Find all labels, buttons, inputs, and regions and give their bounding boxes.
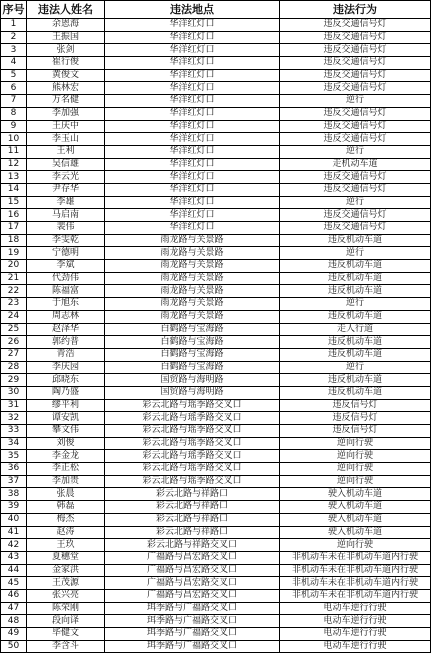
cell-location: 珥季路与广福路交叉口 bbox=[105, 615, 280, 628]
cell-name: 青浩 bbox=[27, 348, 105, 361]
cell-location: 雨龙路与关景路 bbox=[105, 234, 280, 247]
cell-location: 白鹤路与宝海路 bbox=[105, 348, 280, 361]
cell-location: 华洋红灯口 bbox=[105, 196, 280, 209]
cell-location: 国贸路与海明路 bbox=[105, 374, 280, 387]
cell-index: 31 bbox=[1, 399, 27, 412]
cell-location: 华洋红灯口 bbox=[105, 133, 280, 146]
cell-location: 珥季路与广福路交叉口 bbox=[105, 602, 280, 615]
cell-violation: 电动车逆行行驶 bbox=[280, 615, 431, 628]
table-row bbox=[1, 209, 431, 222]
cell-violation: 电动车逆行行驶 bbox=[280, 602, 431, 615]
cell-index: 48 bbox=[1, 615, 27, 628]
cell-violation: 违反交通信号灯 bbox=[280, 209, 431, 222]
table-row bbox=[1, 158, 431, 171]
cell-index: 44 bbox=[1, 564, 27, 577]
cell-location: 华洋红灯口 bbox=[105, 145, 280, 158]
table-row bbox=[1, 222, 431, 235]
table-row bbox=[1, 628, 431, 641]
cell-name: 梅杰 bbox=[27, 513, 105, 526]
cell-violation: 逆向行驶 bbox=[280, 437, 431, 450]
table-row bbox=[1, 615, 431, 628]
header-location: 违法地点 bbox=[105, 1, 280, 19]
cell-index: 26 bbox=[1, 336, 27, 349]
cell-name: 李雄 bbox=[27, 196, 105, 209]
cell-index: 40 bbox=[1, 513, 27, 526]
cell-index: 29 bbox=[1, 374, 27, 387]
table-row bbox=[1, 323, 431, 336]
cell-location: 华洋红灯口 bbox=[105, 120, 280, 133]
cell-index: 3 bbox=[1, 44, 27, 57]
cell-index: 1 bbox=[1, 19, 27, 32]
cell-location: 华洋红灯口 bbox=[105, 57, 280, 70]
cell-violation: 非机动车未在非机动车道内行驶 bbox=[280, 589, 431, 602]
cell-index: 32 bbox=[1, 412, 27, 425]
cell-index: 21 bbox=[1, 272, 27, 285]
cell-location: 广福路与昌宏路交叉口 bbox=[105, 551, 280, 564]
cell-name: 陈荣刚 bbox=[27, 602, 105, 615]
cell-name: 熊林宏 bbox=[27, 82, 105, 95]
cell-location: 雨龙路与关景路 bbox=[105, 285, 280, 298]
table-row bbox=[1, 145, 431, 158]
cell-violation: 违反机动车道 bbox=[280, 272, 431, 285]
cell-name: 赵泽华 bbox=[27, 323, 105, 336]
cell-name: 李加强 bbox=[27, 107, 105, 120]
cell-index: 28 bbox=[1, 361, 27, 374]
cell-violation: 违反交通信号灯 bbox=[280, 31, 431, 44]
cell-name: 王玖 bbox=[27, 539, 105, 552]
table-body bbox=[1, 19, 431, 653]
cell-name: 张晨 bbox=[27, 488, 105, 501]
cell-index: 23 bbox=[1, 298, 27, 311]
cell-name: 谭安凯 bbox=[27, 412, 105, 425]
table-row bbox=[1, 44, 431, 57]
cell-index: 46 bbox=[1, 589, 27, 602]
cell-violation: 违反交通信号灯 bbox=[280, 120, 431, 133]
table-row bbox=[1, 247, 431, 260]
cell-index: 47 bbox=[1, 602, 27, 615]
table-row bbox=[1, 386, 431, 399]
cell-violation: 违反交通信号灯 bbox=[280, 222, 431, 235]
cell-name: 于旭东 bbox=[27, 298, 105, 311]
cell-location: 彩云北路与瑶季路交叉口 bbox=[105, 399, 280, 412]
cell-index: 15 bbox=[1, 196, 27, 209]
cell-location: 彩云北路与瑶季路交叉口 bbox=[105, 437, 280, 450]
cell-name: 李正松 bbox=[27, 463, 105, 476]
cell-location: 华洋红灯口 bbox=[105, 82, 280, 95]
cell-index: 27 bbox=[1, 348, 27, 361]
cell-violation: 逆行 bbox=[280, 145, 431, 158]
cell-index: 4 bbox=[1, 57, 27, 70]
cell-violation: 违反机动车道 bbox=[280, 348, 431, 361]
table-row bbox=[1, 501, 431, 514]
table-row bbox=[1, 69, 431, 82]
cell-location: 华洋红灯口 bbox=[105, 69, 280, 82]
cell-violation: 走人行道 bbox=[280, 323, 431, 336]
cell-index: 50 bbox=[1, 640, 27, 653]
cell-violation: 违反交通信号灯 bbox=[280, 133, 431, 146]
table-row bbox=[1, 361, 431, 374]
cell-name: 陶乃盛 bbox=[27, 386, 105, 399]
table-row bbox=[1, 475, 431, 488]
header-name: 违法人姓名 bbox=[27, 1, 105, 19]
cell-index: 45 bbox=[1, 577, 27, 590]
cell-index: 34 bbox=[1, 437, 27, 450]
table-row bbox=[1, 437, 431, 450]
cell-name: 黄俊文 bbox=[27, 69, 105, 82]
cell-name: 李庆园 bbox=[27, 361, 105, 374]
cell-violation: 电动车逆行行驶 bbox=[280, 640, 431, 653]
table-row bbox=[1, 120, 431, 133]
cell-index: 19 bbox=[1, 247, 27, 260]
cell-name: 韩磊 bbox=[27, 501, 105, 514]
table-row bbox=[1, 425, 431, 438]
cell-index: 24 bbox=[1, 310, 27, 323]
cell-name: 赵涛 bbox=[27, 526, 105, 539]
table-row bbox=[1, 196, 431, 209]
cell-violation: 逆行 bbox=[280, 361, 431, 374]
table-row bbox=[1, 539, 431, 552]
table-row bbox=[1, 526, 431, 539]
cell-index: 35 bbox=[1, 450, 27, 463]
cell-name: 宁德明 bbox=[27, 247, 105, 260]
cell-violation: 逆向行驶 bbox=[280, 475, 431, 488]
cell-location: 白鹤路与宝海路 bbox=[105, 323, 280, 336]
cell-violation: 违反机动车道 bbox=[280, 285, 431, 298]
cell-name: 李雯乾 bbox=[27, 234, 105, 247]
cell-location: 雨龙路与关景路 bbox=[105, 247, 280, 260]
cell-location: 华洋红灯口 bbox=[105, 107, 280, 120]
cell-violation: 违反信号灯 bbox=[280, 399, 431, 412]
table-row bbox=[1, 602, 431, 615]
cell-index: 11 bbox=[1, 145, 27, 158]
table-row bbox=[1, 82, 431, 95]
cell-index: 42 bbox=[1, 539, 27, 552]
table-row bbox=[1, 260, 431, 273]
cell-name: 吴信雄 bbox=[27, 158, 105, 171]
cell-location: 彩云北路与瑶季路交叉口 bbox=[105, 463, 280, 476]
cell-location: 华洋红灯口 bbox=[105, 19, 280, 32]
table-row bbox=[1, 412, 431, 425]
cell-name: 万名健 bbox=[27, 95, 105, 108]
cell-location: 广福路与昌宏路交叉口 bbox=[105, 577, 280, 590]
cell-violation: 走机动车道 bbox=[280, 158, 431, 171]
cell-violation: 非机动车未在非机动车道内行驶 bbox=[280, 577, 431, 590]
cell-violation: 逆行 bbox=[280, 247, 431, 260]
cell-location: 华洋红灯口 bbox=[105, 158, 280, 171]
cell-location: 珥季路与广福路交叉口 bbox=[105, 628, 280, 641]
table-row bbox=[1, 463, 431, 476]
table-row bbox=[1, 564, 431, 577]
cell-name: 马启南 bbox=[27, 209, 105, 222]
cell-violation: 违反机动车道 bbox=[280, 386, 431, 399]
table-row bbox=[1, 298, 431, 311]
cell-violation: 违反交通信号灯 bbox=[280, 44, 431, 57]
cell-location: 国贸路与海明路 bbox=[105, 386, 280, 399]
cell-location: 广福路与昌宏路交叉口 bbox=[105, 589, 280, 602]
cell-name: 张兴亮 bbox=[27, 589, 105, 602]
cell-location: 彩云北路与祥路口 bbox=[105, 488, 280, 501]
cell-violation: 违反机动车道 bbox=[280, 260, 431, 273]
cell-name: 夏穗堂 bbox=[27, 551, 105, 564]
cell-violation: 违反交通信号灯 bbox=[280, 82, 431, 95]
cell-violation: 驶入机动车道 bbox=[280, 526, 431, 539]
cell-index: 37 bbox=[1, 475, 27, 488]
cell-location: 彩云北路与瑶季路交叉口 bbox=[105, 450, 280, 463]
cell-location: 华洋红灯口 bbox=[105, 44, 280, 57]
table-row bbox=[1, 107, 431, 120]
cell-violation: 违反信号灯 bbox=[280, 425, 431, 438]
cell-index: 12 bbox=[1, 158, 27, 171]
table-row bbox=[1, 133, 431, 146]
cell-name: 余恩海 bbox=[27, 19, 105, 32]
cell-index: 7 bbox=[1, 95, 27, 108]
cell-location: 彩云北路与瑶季路交叉口 bbox=[105, 412, 280, 425]
table-row bbox=[1, 450, 431, 463]
cell-violation: 违反交通信号灯 bbox=[280, 183, 431, 196]
cell-index: 36 bbox=[1, 463, 27, 476]
cell-name: 李云光 bbox=[27, 171, 105, 184]
cell-violation: 逆行 bbox=[280, 298, 431, 311]
cell-name: 尹存华 bbox=[27, 183, 105, 196]
cell-location: 彩云北路与祥路口 bbox=[105, 526, 280, 539]
table-row bbox=[1, 513, 431, 526]
cell-violation: 违反交通信号灯 bbox=[280, 57, 431, 70]
cell-name: 李斌 bbox=[27, 260, 105, 273]
cell-violation: 违反交通信号灯 bbox=[280, 19, 431, 32]
cell-index: 39 bbox=[1, 501, 27, 514]
table-row bbox=[1, 272, 431, 285]
cell-violation: 违反机动车道 bbox=[280, 310, 431, 323]
table-row bbox=[1, 374, 431, 387]
cell-location: 华洋红灯口 bbox=[105, 209, 280, 222]
cell-index: 2 bbox=[1, 31, 27, 44]
cell-index: 13 bbox=[1, 171, 27, 184]
cell-location: 华洋红灯口 bbox=[105, 171, 280, 184]
cell-index: 18 bbox=[1, 234, 27, 247]
cell-location: 彩云北路与瑶季路交叉口 bbox=[105, 425, 280, 438]
cell-location: 彩云北路与祥路口 bbox=[105, 501, 280, 514]
cell-index: 5 bbox=[1, 69, 27, 82]
cell-index: 43 bbox=[1, 551, 27, 564]
cell-name: 代劲伟 bbox=[27, 272, 105, 285]
cell-violation: 电动车逆行行驶 bbox=[280, 628, 431, 641]
cell-violation: 非机动车未在非机动车道内行驶 bbox=[280, 564, 431, 577]
table-row bbox=[1, 171, 431, 184]
table-row bbox=[1, 57, 431, 70]
cell-index: 10 bbox=[1, 133, 27, 146]
cell-location: 雨龙路与关景路 bbox=[105, 310, 280, 323]
cell-violation: 违反信号灯 bbox=[280, 412, 431, 425]
table-row bbox=[1, 310, 431, 323]
cell-violation: 违反机动车道 bbox=[280, 336, 431, 349]
cell-violation: 驶入机动车道 bbox=[280, 513, 431, 526]
cell-location: 雨龙路与关景路 bbox=[105, 298, 280, 311]
cell-name: 王利 bbox=[27, 145, 105, 158]
cell-name: 张剑 bbox=[27, 44, 105, 57]
cell-name: 段向译 bbox=[27, 615, 105, 628]
header-index: 序号 bbox=[1, 1, 27, 19]
cell-violation: 违反交通信号灯 bbox=[280, 69, 431, 82]
cell-violation: 驶入机动车道 bbox=[280, 488, 431, 501]
cell-name: 裴伟 bbox=[27, 222, 105, 235]
cell-index: 41 bbox=[1, 526, 27, 539]
cell-violation: 违反交通信号灯 bbox=[280, 171, 431, 184]
table-row bbox=[1, 285, 431, 298]
cell-index: 9 bbox=[1, 120, 27, 133]
cell-name: 金家洪 bbox=[27, 564, 105, 577]
cell-name: 周志林 bbox=[27, 310, 105, 323]
header-violation: 违法行为 bbox=[280, 1, 431, 19]
cell-location: 广福路与昌宏路交叉口 bbox=[105, 564, 280, 577]
table-row bbox=[1, 348, 431, 361]
table-row bbox=[1, 95, 431, 108]
cell-name: 刘俊 bbox=[27, 437, 105, 450]
table-row bbox=[1, 19, 431, 32]
cell-violation: 逆向行驶 bbox=[280, 450, 431, 463]
cell-location: 白鹤路与宝海路 bbox=[105, 361, 280, 374]
cell-index: 38 bbox=[1, 488, 27, 501]
table-row bbox=[1, 399, 431, 412]
table-row bbox=[1, 551, 431, 564]
cell-index: 49 bbox=[1, 628, 27, 641]
table-row bbox=[1, 183, 431, 196]
cell-index: 30 bbox=[1, 386, 27, 399]
cell-name: 缪平利 bbox=[27, 399, 105, 412]
table-row bbox=[1, 589, 431, 602]
cell-violation: 逆向行驶 bbox=[280, 539, 431, 552]
cell-name: 攀文伟 bbox=[27, 425, 105, 438]
cell-location: 华洋红灯口 bbox=[105, 183, 280, 196]
cell-name: 王庆中 bbox=[27, 120, 105, 133]
cell-name: 崔行俊 bbox=[27, 57, 105, 70]
cell-name: 李加贵 bbox=[27, 475, 105, 488]
cell-location: 华洋红灯口 bbox=[105, 31, 280, 44]
cell-violation: 逆向行驶 bbox=[280, 463, 431, 476]
cell-name: 郭约普 bbox=[27, 336, 105, 349]
cell-violation: 违反机动车道 bbox=[280, 234, 431, 247]
cell-index: 22 bbox=[1, 285, 27, 298]
table-row bbox=[1, 336, 431, 349]
cell-index: 14 bbox=[1, 183, 27, 196]
cell-name: 毕健文 bbox=[27, 628, 105, 641]
cell-index: 8 bbox=[1, 107, 27, 120]
cell-index: 25 bbox=[1, 323, 27, 336]
cell-violation: 违反机动车道 bbox=[280, 374, 431, 387]
cell-location: 雨龙路与关景路 bbox=[105, 272, 280, 285]
cell-name: 李金龙 bbox=[27, 450, 105, 463]
header-row bbox=[1, 1, 431, 19]
cell-location: 珥季路与广福路交叉口 bbox=[105, 640, 280, 653]
cell-name: 邱晓东 bbox=[27, 374, 105, 387]
cell-name: 王茂源 bbox=[27, 577, 105, 590]
table-row bbox=[1, 488, 431, 501]
cell-index: 6 bbox=[1, 82, 27, 95]
cell-violation: 违反交通信号灯 bbox=[280, 107, 431, 120]
cell-name: 王振国 bbox=[27, 31, 105, 44]
cell-index: 20 bbox=[1, 260, 27, 273]
cell-location: 白鹤路与宝海路 bbox=[105, 336, 280, 349]
cell-violation: 逆行 bbox=[280, 196, 431, 209]
cell-violation: 逆行 bbox=[280, 95, 431, 108]
table-row bbox=[1, 234, 431, 247]
cell-location: 雨龙路与关景路 bbox=[105, 260, 280, 273]
cell-index: 33 bbox=[1, 425, 27, 438]
table-row bbox=[1, 640, 431, 653]
cell-location: 彩云北路与祥路口 bbox=[105, 513, 280, 526]
table-row bbox=[1, 577, 431, 590]
table-row bbox=[1, 31, 431, 44]
cell-name: 李含斗 bbox=[27, 640, 105, 653]
cell-violation: 非机动车未在非机动车道内行驶 bbox=[280, 551, 431, 564]
cell-location: 华洋红灯口 bbox=[105, 95, 280, 108]
cell-location: 彩云北路与祥路交叉口 bbox=[105, 539, 280, 552]
cell-index: 17 bbox=[1, 222, 27, 235]
cell-location: 华洋红灯口 bbox=[105, 222, 280, 235]
cell-name: 李玉山 bbox=[27, 133, 105, 146]
cell-name: 陈福富 bbox=[27, 285, 105, 298]
cell-location: 彩云北路与瑶季路交叉口 bbox=[105, 475, 280, 488]
cell-violation: 驶入机动车道 bbox=[280, 501, 431, 514]
cell-index: 16 bbox=[1, 209, 27, 222]
